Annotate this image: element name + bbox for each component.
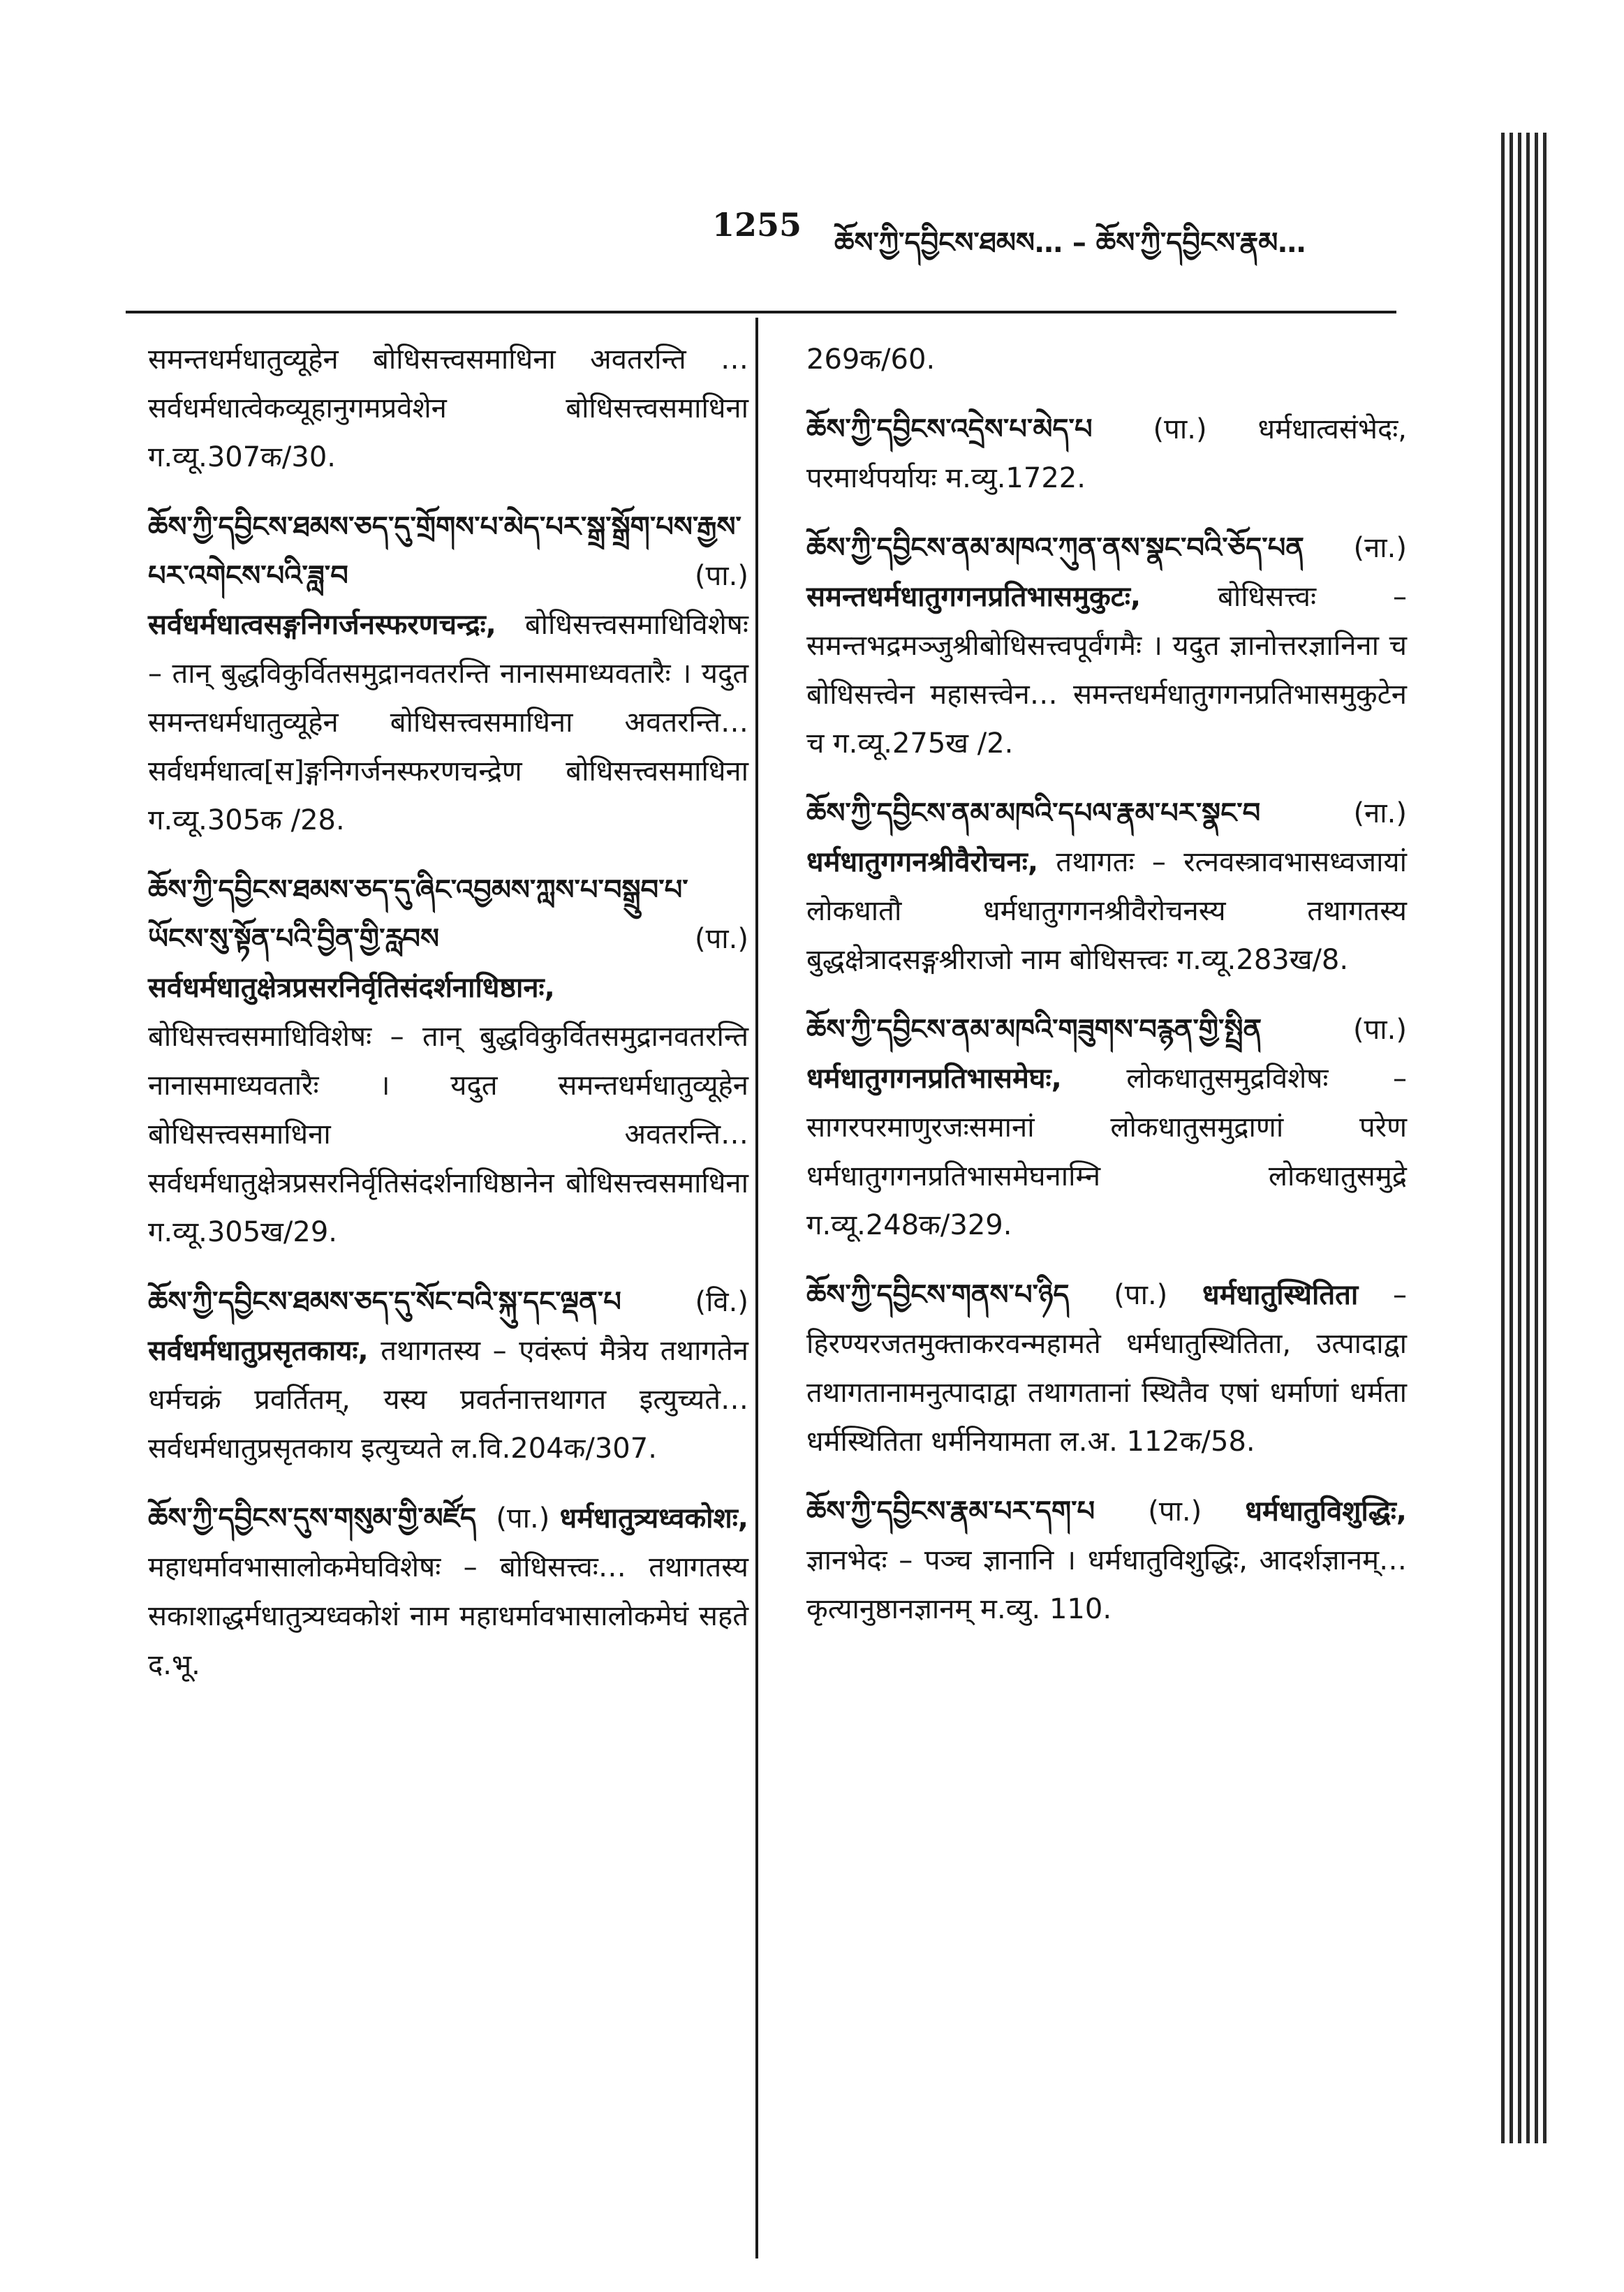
entry-body: बोधिसत्त्वसमाधिविशेषः – तान् बुद्धविकुर्वितसमुद्रानवतरन्ति नानासमाध्यवतारैः । यदुत समन्तधर्मधातुव्यूहेन बोधिसत्त्वसमाधिना अवतरन्ति… सर्वधर्मधात्व[स]ङ्गनिगर्जनस्फरणचन्द्रेण बोधिसत्त्वसमाधिना ग.व्यू.305क /28. — [148, 609, 748, 836]
header-rule — [126, 311, 1396, 313]
grammar-tag: (पा.) — [496, 1502, 550, 1535]
grammar-tag: (पा.) — [1114, 1279, 1168, 1311]
dictionary-entry — [806, 335, 1407, 384]
dictionary-entry — [806, 405, 1407, 503]
entry-body: बोधिसत्त्वः – समन्तभद्रमञ्जुश्रीबोधिसत्त्वपूर्वंगमैः । यदुत ज्ञानोत्तरज्ञानिना च बोधिसत्त्वेन महासत्त्वेन… समन्तधर्मधातुगगनप्रतिभासमुकुटेन च ग.व्यू.275ख /2. — [806, 581, 1407, 760]
page-number: 1255 — [712, 206, 802, 244]
dictionary-entry — [806, 789, 1407, 984]
dictionary-entry — [148, 335, 748, 482]
dictionary-entry — [148, 1278, 748, 1473]
sanskrit-term: धर्मधातुगगनप्रतिभासमेघः, — [806, 1063, 1062, 1095]
dictionary-entry — [806, 1271, 1407, 1466]
sanskrit-term: धर्मधातुत्र्यध्वकोशः, — [559, 1502, 749, 1535]
entry-body: महाधर्मावभासालोकमेघविशेषः – बोधिसत्त्वः… तथागतस्य सकाशाद्धर्मधातुत्र्यध्वकोशं नाम महाधर्मावभासालोकमेघं सहते द.भू. — [148, 1551, 748, 1681]
entry-body: तथागतः – रत्नवस्त्रावभासध्वजायां लोकधातौ धर्मधातुगगनश्रीवैरोचनस्य तथागतस्य बुद्धक्षेत्रादसङ्गश्रीराजो नाम बोधिसत्त्वः ग.व्यू.283ख/8. — [806, 846, 1407, 976]
tibetan-headword: ཆོས་ཀྱི་དབྱིངས་ཐམས་ཅད་དུ་སོང་བའི་སྐུ་དང་ལྡན་པ — [148, 1286, 621, 1318]
grammar-tag: (पा.) — [694, 560, 748, 592]
tibetan-headword: ཆོས་ཀྱི་དབྱིངས་ནམ་མཁའི་དཔལ་རྣམ་པར་སྣང་བ — [806, 797, 1261, 829]
tibetan-headword: ཆོས་ཀྱི་དབྱིངས་ཐམས་ཅད་དུ་ཞིང་འབྱམས་ཀླས་པ་བསྒྲུབ་པ་ཡོངས་སུ་སྟོན་པའི་བྱིན་གྱི་རླབས — [148, 874, 688, 955]
tibetan-headword: ཆོས་ཀྱི་དབྱིངས་དུས་གསུམ་གྱི་མཛོད — [148, 1502, 477, 1535]
grammar-tag: (ना.) — [1353, 532, 1407, 564]
sanskrit-term: सर्वधर्मधात्वसङ्गनिगर्जनस्फरणचन्द्रः, — [148, 609, 496, 641]
sanskrit-term: सर्वधर्मधातुक्षेत्रप्रसरनिर्वृतिसंदर्शनाधिष्ठानः, — [148, 972, 555, 1004]
grammar-tag: (पा.) — [1153, 413, 1207, 445]
entry-body: तथागतस्य – एवंरूपं मैत्रेय तथागतेन धर्मचक्रं प्रवर्तितम्, यस्य प्रवर्तनात्तथागत इत्युच्यते… सर्वधर्मधातुप्रसृतकाय इत्युच्यते ल.वि.204क/307. — [148, 1335, 748, 1465]
dictionary-entry — [806, 524, 1407, 768]
sanskrit-term: धर्मधातुस्थितिता — [1202, 1279, 1359, 1311]
dictionary-entry — [148, 1494, 748, 1690]
tibetan-headword: ཆོས་ཀྱི་དབྱིངས་ནམ་མཁའ་ཀུན་ནས་སྣང་བའི་ཅོད་པན — [806, 532, 1304, 564]
tibetan-headword: ཆོས་ཀྱི་དབྱིངས་ཐམས་ཅད་དུ་གྲོགས་པ་མེད་པར་སྒྲ་སྒྲོག་པས་རྒྱས་པར་འགེངས་པའི་ཟླ་བ — [148, 511, 741, 592]
entry-body: लोकधातुसमुद्रविशेषः – सागरपरमाणुरजःसमानां लोकधातुसमुद्राणां परेण धर्मधातुगगनप्रतिभासमेघनाम्नि लोकधातुसमुद्रे ग.व्यू.248क/329. — [806, 1063, 1408, 1241]
entry-body: – हिरण्यरजतमुक्ताकरवन्महामते धर्मधातुस्थितिता, उत्पादाद्वा तथागतानामनुत्पादाद्वा तथागतानां स्थितैव एषां धर्माणां धर्मता धर्मस्थितिता धर्मनियामता ल.अ. 112क/58. — [806, 1279, 1408, 1458]
grammar-tag: (वि.) — [695, 1286, 748, 1318]
grammar-tag: (पा.) — [1352, 1014, 1407, 1046]
entry-body: धर्मधात्वसंभेदः, परमार्थपर्यायः म.व्यु.1722. — [806, 413, 1408, 494]
entry-body: बोधिसत्त्वसमाधिविशेषः – तान् बुद्धविकुर्वितसमुद्रानवतरन्ति नानासमाध्यवतारैः । यदुत समन्तधर्मधातुव्यूहेन बोधिसत्त्वसमाधिना अवतरन्ति… सर्वधर्मधातुक्षेत्रप्रसरनिर्वृतिसंदर्शनाधिष्ठानेन बोधिसत्त्वसमाधिना ग.व्यू.305ख/29. — [148, 1021, 748, 1248]
binding-edge — [1501, 133, 1550, 2143]
right-column — [806, 335, 1407, 1655]
dictionary-entry — [806, 1005, 1407, 1250]
dictionary-entry — [148, 866, 748, 1257]
entry-body: समन्तधर्मधातुव्यूहेन बोधिसत्त्वसमाधिना अवतरन्ति … सर्वधर्मधात्वेकव्यूहानुगमप्रवेशेन बोधिसत्त्वसमाधिना ग.व्यू.307क/30. — [148, 343, 748, 473]
tibetan-headword: ཆོས་ཀྱི་དབྱིངས་རྣམ་པར་དག་པ — [806, 1495, 1095, 1528]
dictionary-entry — [806, 1487, 1407, 1634]
sanskrit-term: धर्मधातुविशुद्धिः, — [1245, 1495, 1407, 1528]
dictionary-entry — [148, 503, 748, 845]
sanskrit-term: धर्मधातुगगनश्रीवैरोचनः, — [806, 846, 1039, 878]
grammar-tag: (ना.) — [1353, 797, 1407, 829]
column-divider — [755, 318, 758, 2258]
entry-body: ज्ञानभेदः – पञ्च ज्ञानानि । धर्मधातुविशुद्धिः, आदर्शज्ञानम्… कृत्यानुष्ठानज्ञानम् म.व्यु. 110. — [806, 1544, 1407, 1625]
tibetan-headword: ཆོས་ཀྱི་དབྱིངས་གནས་པ་ཉིད — [806, 1279, 1070, 1311]
sanskrit-term: सर्वधर्मधातुप्रसृतकायः, — [148, 1335, 369, 1367]
entry-body: 269क/60. — [806, 343, 936, 376]
left-column — [148, 335, 748, 1710]
tibetan-headword: ཆོས་ཀྱི་དབྱིངས་འདྲེས་པ་མེད་པ — [806, 413, 1093, 445]
grammar-tag: (पा.) — [1148, 1495, 1202, 1528]
sanskrit-term: समन्तधर्मधातुगगनप्रतिभासमुकुटः, — [806, 581, 1142, 613]
tibetan-headword: ཆོས་ཀྱི་དབྱིངས་ནམ་མཁའི་གཟུགས་བརྙན་གྱི་སྤྲིན — [806, 1014, 1262, 1046]
grammar-tag: (पा.) — [694, 923, 748, 955]
running-head: ཆོས་ཀྱི་དབྱིངས་ཐམས… – ཆོས་ཀྱི་དབྱིངས་རྣམ… — [834, 227, 1306, 259]
